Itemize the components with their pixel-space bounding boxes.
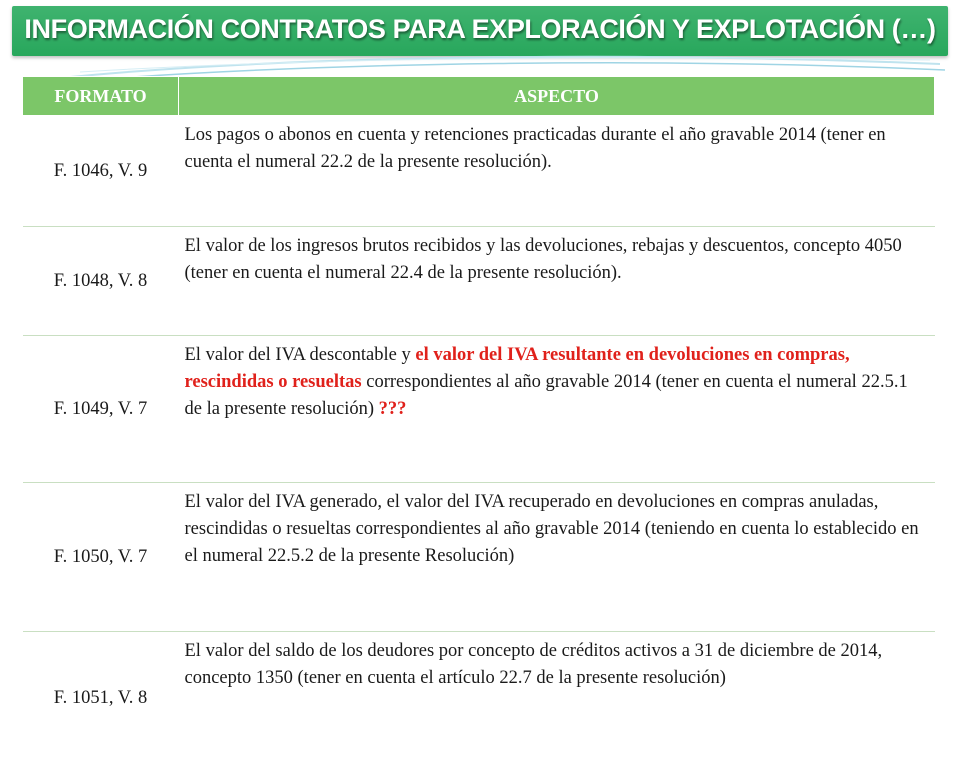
- title-bar: [12, 6, 948, 56]
- column-header-formato: FORMATO: [23, 77, 179, 116]
- table-row: [23, 336, 935, 483]
- table-row: [23, 116, 935, 227]
- aspecto-highlight: el valor del IVA resultante en devoluciones en compras, rescindidas o resueltas: [185, 345, 850, 392]
- aspecto-text: correspondientes al año gravable 2014 (tener en cuenta el numeral 22.5.1 de la presente resolución): [185, 372, 908, 419]
- aspecto-cell: El valor de los ingresos brutos recibidos y las devoluciones, rebajas y descuentos, concepto 4050 (tener en cuenta el numeral 22.4 de la presente resolución).: [179, 227, 935, 336]
- aspecto-cell: [179, 336, 935, 483]
- column-header-aspecto: ASPECTO: [179, 77, 935, 116]
- table-row: [23, 632, 935, 764]
- question-mark-note: ???: [379, 399, 407, 419]
- formato-cell: F. 1048, V. 8: [23, 227, 179, 336]
- formato-cell: F. 1051, V. 8: [23, 632, 179, 764]
- formato-cell: F. 1049, V. 7: [23, 336, 179, 483]
- formato-cell: F. 1046, V. 9: [23, 116, 179, 227]
- slide-title: INFORMACIÓN CONTRATOS PARA EXPLORACIÓN Y EXPLOTACIÓN (…): [12, 14, 948, 45]
- table-header-row: [23, 77, 935, 116]
- formato-cell: F. 1050, V. 7: [23, 483, 179, 632]
- aspecto-cell: Los pagos o abonos en cuenta y retenciones practicadas durante el año gravable 2014 (tener en cuenta el numeral 22.2 de la presente resolución).: [179, 116, 935, 227]
- contracts-table: [22, 76, 935, 764]
- aspecto-cell: El valor del saldo de los deudores por concepto de créditos activos a 31 de diciembre de 2014, concepto 1350 (tener en cuenta el artículo 22.7 de la presente resolución): [179, 632, 935, 764]
- table-row: [23, 227, 935, 336]
- table-row: [23, 483, 935, 632]
- aspecto-cell: El valor del IVA generado, el valor del IVA recuperado en devoluciones en compras anuladas, rescindidas o resueltas correspondientes al año gravable 2014 (teniendo en cuenta lo establecido en el numeral 22.5.2 de la presente Resolución): [179, 483, 935, 632]
- aspecto-text: El valor del IVA descontable y: [185, 345, 416, 365]
